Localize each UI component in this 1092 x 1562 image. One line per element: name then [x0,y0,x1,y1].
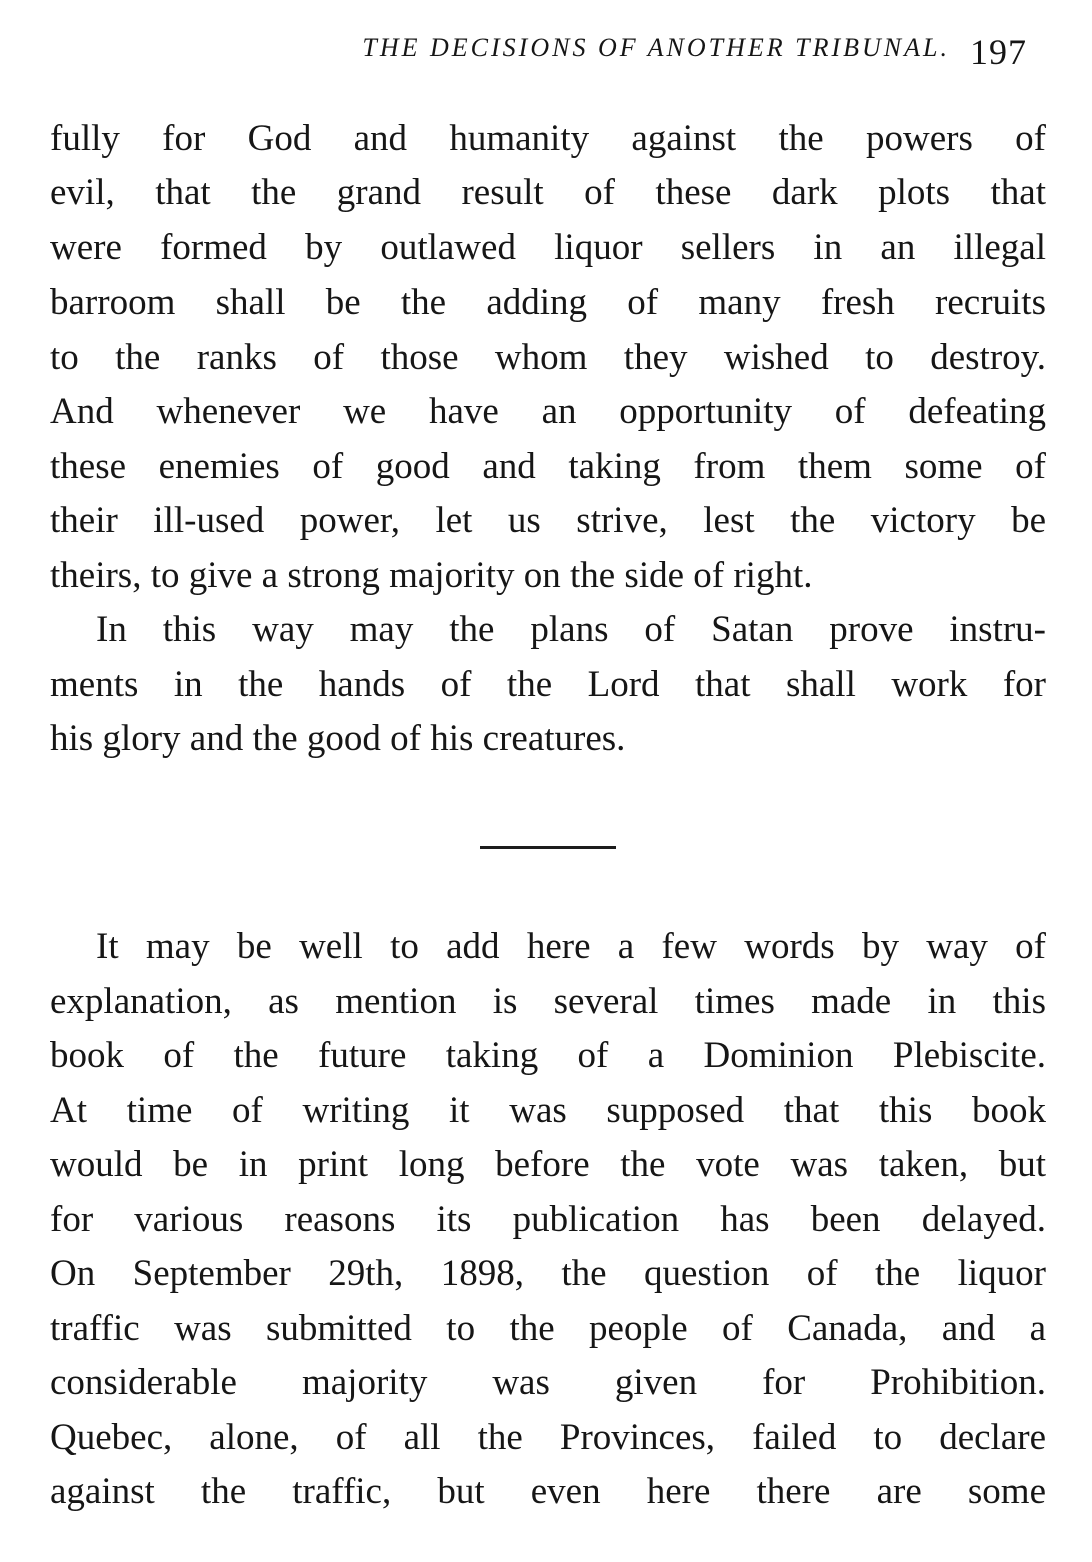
paragraph-1-line-7: these enemies of good and taking from them some of [50,446,1046,487]
paragraph-1-line-2: evil, that the grand result of these dark plots that [50,172,1046,213]
paragraph-1-line-6: And whenever we have an opportunity of defeating [50,391,1046,432]
paragraph-3-line-8: traffic was submitted to the people of Canada, and a [50,1308,1046,1349]
paragraph-1-line-5: to the ranks of those whom they wished to destroy. [50,337,1046,378]
paragraph-3-line-2: explanation, as mention is several times made in this [50,981,1046,1022]
paragraph-3-line-6: for various reasons its publication has been delayed. [50,1199,1046,1240]
running-head-title: THE DECISIONS OF ANOTHER TRIBUNAL. [362,33,950,62]
paragraph-3-line-9: considerable majority was given for Prohibition. [50,1362,1046,1403]
paragraph-1-line-4: barroom shall be the adding of many fresh recruits [50,282,1046,323]
paragraph-1-line-1: fully for God and humanity against the powers of [50,118,1046,159]
paragraph-1-line-3: were formed by outlawed liquor sellers in an illegal [50,227,1046,268]
paragraph-3-line-5: would be in print long before the vote was taken, but [50,1144,1046,1185]
paragraph-2-line-2: ments in the hands of the Lord that shall work for [50,664,1046,705]
paragraph-3-line-7: On September 29th, 1898, the question of the liquor [50,1253,1046,1294]
paragraph-2-line-3: his glory and the good of his creatures. [50,718,626,759]
paragraph-2-line-1: In this way may the plans of Satan prove instru- [96,609,1046,650]
paragraph-3-line-11: against the traffic, but even here there are some [50,1471,1046,1512]
paragraph-1-line-9: theirs, to give a strong majority on the side of right. [50,555,813,596]
section-divider-rule [480,846,616,849]
paragraph-3-line-4: At time of writing it was supposed that this book [50,1090,1046,1131]
paragraph-3-line-3: book of the future taking of a Dominion Plebiscite. [50,1035,1046,1076]
paragraph-1-line-8: their ill-used power, let us strive, lest the victory be [50,500,1046,541]
paragraph-3-line-1: It may be well to add here a few words by way of [96,926,1046,967]
page-number: 197 [970,32,1027,72]
paragraph-3-line-10: Quebec, alone, of all the Provinces, failed to declare [50,1417,1046,1458]
